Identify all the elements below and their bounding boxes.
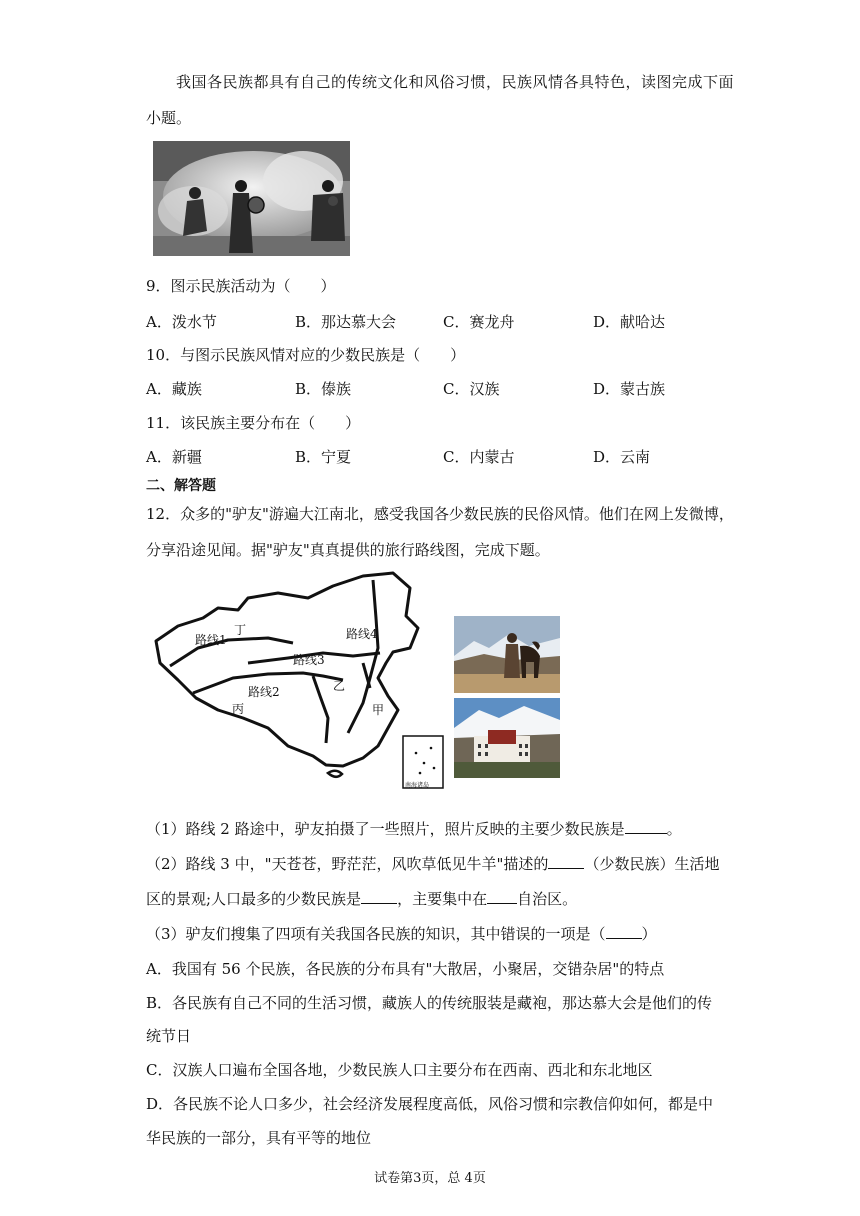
map-label-ding: 丁 xyxy=(234,623,247,637)
route-1-line xyxy=(170,638,293,666)
river-line xyxy=(313,676,328,743)
q12-sub3-end: ） xyxy=(641,925,657,943)
q9-option-d: D．献哈达 xyxy=(593,313,666,331)
river-line-2 xyxy=(363,663,370,688)
water-festival-photo xyxy=(153,141,350,256)
q12-line-2: 分享沿途见闻。据"驴友"真真提供的旅行路线图，完成下题。 xyxy=(146,541,550,559)
intro-line-1: 我国各民族都具有自己的传统文化和风俗习惯，民族风情各具特色，读图完成下面 xyxy=(176,73,735,91)
map-label-bing: 丙 xyxy=(232,702,245,716)
q12-sub2-text-e: 自治区。 xyxy=(517,890,578,908)
q12-option-a: A．我国有 56 个民族，各民族的分布具有"大散居，小聚居，交错杂居"的特点 xyxy=(146,960,665,978)
q10-option-b: B．傣族 xyxy=(295,380,352,398)
q12-sub3 xyxy=(146,923,657,944)
map-label-route2: 路线2 xyxy=(248,685,280,699)
q12-sub2-text-c: 区的景观;人口最多的少数民族是 xyxy=(146,890,362,908)
q11-option-a: A．新疆 xyxy=(146,448,202,466)
q9-option-b: B．那达慕大会 xyxy=(295,313,397,331)
map-label-jia: 甲 xyxy=(372,703,385,717)
q9-stem: 9．图示民族活动为（ ） xyxy=(146,277,336,295)
section-heading: 二、解答题 xyxy=(146,478,216,494)
answer-blank-3[interactable] xyxy=(361,889,397,904)
q12-sub1-end: 。 xyxy=(666,820,682,838)
q9-option-a: A．泼水节 xyxy=(146,313,217,331)
q9-option-c: C．赛龙舟 xyxy=(443,313,515,331)
potala-palace-photo xyxy=(454,698,560,778)
map-label-inset: 南海诸岛 xyxy=(405,782,430,789)
answer-blank-4[interactable] xyxy=(487,889,517,904)
q12-sub2-text-a: （2）路线 3 中，"天苍苍，野茫茫，风吹草低见牛羊"描述的 xyxy=(146,855,549,873)
hainan-island xyxy=(328,771,342,777)
map-label-route1: 路线1 xyxy=(195,633,227,647)
q12-option-c: C．汉族人口遍布全国各地，少数民族人口主要分布在西南、西北和东北地区 xyxy=(146,1061,653,1079)
inset-frame xyxy=(403,736,443,788)
q11-option-b: B．宁夏 xyxy=(295,448,352,466)
china-outline xyxy=(156,573,418,766)
map-label-yi: 乙 xyxy=(333,679,346,693)
q12-sub2-line1 xyxy=(146,853,719,874)
q12-sub3-text: （3）驴友们搜集了四项有关我国各民族的知识，其中错误的一项是（ xyxy=(146,925,606,943)
q10-option-d: D．蒙古族 xyxy=(593,380,666,398)
q12-option-b-line1: B．各民族有自己不同的生活习惯，藏族人的传统服装是藏袍，那达慕大会是他们的传 xyxy=(146,994,713,1012)
china-route-map xyxy=(148,568,448,790)
q12-option-b-line2: 统节日 xyxy=(146,1027,192,1045)
q12-line-1: 12．众多的"驴友"游遍大江南北，感受我国各少数民族的民俗风情。他们在网上发微博， xyxy=(146,505,734,523)
map-label-route3: 路线3 xyxy=(293,653,325,667)
q12-option-d-line2: 华民族的一部分，具有平等的地位 xyxy=(146,1129,372,1147)
q12-option-d-line1: D．各民族不论人口多少，社会经济发展程度高低，风俗习惯和宗教信仰如何，都是中 xyxy=(146,1095,714,1113)
map-label-route4: 路线4 xyxy=(346,627,378,641)
answer-blank-5[interactable] xyxy=(606,924,642,939)
q12-sub2-text-b: （少数民族）生活地 xyxy=(584,855,720,873)
q10-stem: 10．与图示民族风情对应的少数民族是（ ） xyxy=(146,346,466,364)
q11-option-c: C．内蒙古 xyxy=(443,448,515,466)
q12-sub1-text: （1）路线 2 路途中，驴友拍摄了一些照片，照片反映的主要少数民族是 xyxy=(146,820,625,838)
answer-blank-2[interactable] xyxy=(548,854,584,869)
q11-option-d: D．云南 xyxy=(593,448,651,466)
q12-sub2-text-d: ，主要集中在 xyxy=(397,890,488,908)
q11-stem: 11．该民族主要分布在（ ） xyxy=(146,414,361,432)
page-footer: 试卷第3页，总 4页 xyxy=(374,1171,486,1186)
herder-horse-photo xyxy=(454,616,560,693)
answer-blank-1[interactable] xyxy=(625,819,667,834)
q10-option-c: C．汉族 xyxy=(443,380,500,398)
q12-sub2-line2 xyxy=(146,888,577,909)
intro-line-2: 小题。 xyxy=(146,109,192,127)
q12-sub1 xyxy=(146,818,682,839)
q10-option-a: A．藏族 xyxy=(146,380,202,398)
